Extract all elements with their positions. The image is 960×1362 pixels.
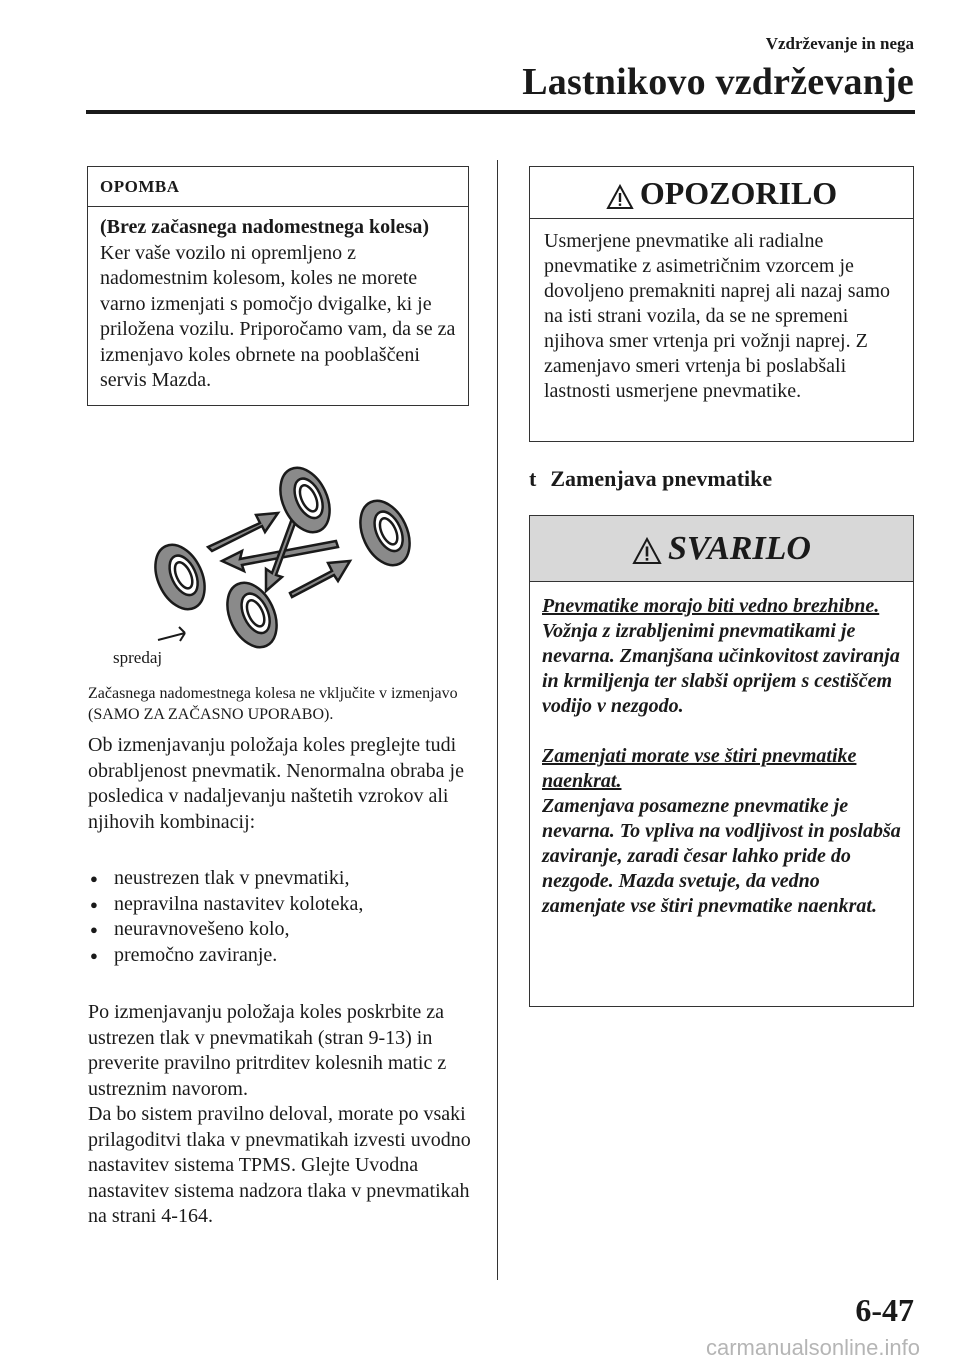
rotation-arrow-icon	[290, 561, 350, 597]
figure-caption: Začasnega nadomestnega kolesa ne vključite v izmenjavo (SAMO ZA ZAČASNO UPORABO).	[88, 685, 458, 723]
danger-rule-1: Pnevmatike morajo biti vedno brezhibne.	[542, 595, 880, 617]
tire-icon	[218, 575, 287, 655]
paragraph-inspection: Ob izmenjavanju položaja koles preglejte tudi obrabljenost pnevmatik. Nenormalna obraba je posledica v nadaljevanju naštetih vzrokov ali njihovih kombinacij:	[88, 734, 464, 833]
page-number: 6-47	[855, 1292, 914, 1328]
header-rule	[86, 110, 915, 114]
danger-body	[530, 582, 913, 931]
danger-rule-2: Zamenjati morate vse štiri pnevmatike naenkrat.	[542, 745, 857, 792]
tire-rotation-diagram	[100, 455, 470, 670]
danger-header	[530, 516, 913, 582]
list-item: ● neustrezen tlak v pnevmatiki,	[88, 866, 473, 892]
warning-heading: OPOZORILO	[639, 175, 838, 211]
list-item: ● premočno zaviranje.	[88, 943, 473, 969]
section-label: Vzdrževanje in nega	[765, 34, 914, 53]
note-box	[87, 166, 469, 406]
section-heading	[529, 466, 772, 492]
note-body	[88, 207, 468, 402]
paragraph-tpms: Da bo sistem pravilno deloval, morate po vsaki prilagoditvi tlaka v pnevmatikah izvesti uvodno nastavitev sistema TPMS. Glejte Uvodna nastavitev sistema nadzora tlaka v pnevmatikah na strani 4-164.	[88, 1103, 471, 1227]
list-item: ● neuravnovešeno kolo,	[88, 917, 473, 943]
figure-label-front: spredaj	[113, 648, 163, 667]
tire-icon	[271, 460, 340, 540]
note-heading: OPOMBA	[88, 167, 468, 207]
rotation-arrow-icon	[208, 513, 278, 551]
danger-text-1: Vožnja z izrabljenimi pnevmatikami je nevarna. Zmanjšana učinkovitost zaviranja in krmiljenja ter slabši oprijem s cestiščem vodijo v nezgodo.	[542, 620, 900, 717]
note-text: Ker vaše vozilo ni opremljeno z nadomestnim kolesom, koles ne morete varno izmenjati s pomočjo dvigalke, ki je priložena vozilu. Priporočamo vam, da se za izmenjavo koles obrnete na pooblaščeni servis Mazda.	[100, 241, 456, 391]
warning-triangle-icon	[632, 537, 662, 565]
danger-heading: SVARILO	[668, 530, 811, 567]
note-subheading: (Brez začasnega nadomestnega kolesa)	[100, 216, 430, 238]
section-marker: t	[529, 466, 537, 491]
column-divider	[497, 160, 498, 1280]
paragraph-pressure: Po izmenjavanju položaja koles poskrbite za ustrezen tlak v pnevmatikah (stran 9-13) in preverite pravilno pritrditev kolesnih matic z ustreznim navorom.	[88, 1001, 447, 1100]
paragraph-after-rotation	[88, 1000, 473, 1230]
list-item: ● nepravilna nastavitev koloteka,	[88, 892, 473, 918]
watermark: carmanualsonline.info	[705, 1335, 920, 1360]
warning-box	[529, 166, 914, 442]
danger-text-2: Zamenjava posamezne pnevmatike je nevarna. To vpliva na vodljivost in poslabša zaviranje, zaradi česar lahko pride do nezgode. Mazda svetuje, da vedno zamenjate vse štiri pnevmatike naenkrat.	[542, 795, 901, 917]
tire-icon	[146, 537, 215, 617]
warning-text: Usmerjene pnevmatike ali radialne pnevmatike z asimetričnim vzorcem je dovoljeno premakniti naprej ali nazaj samo na isti strani vozila, da se ne spremeni njihova smer vrtenja pri vožnji naprej. Z zamenjavo smeri vrtenja bi poslabšali lastnosti usmerjene pnevmatike.	[544, 230, 890, 402]
warning-header	[530, 167, 913, 219]
page-title: Lastnikovo vzdrževanje	[522, 61, 914, 103]
tire-icon	[351, 493, 420, 573]
front-pointer-icon	[158, 627, 185, 641]
section-title: Zamenjava pnevmatike	[550, 466, 773, 491]
warning-triangle-icon	[606, 184, 634, 210]
danger-box	[529, 515, 914, 1007]
cause-list	[88, 866, 473, 968]
